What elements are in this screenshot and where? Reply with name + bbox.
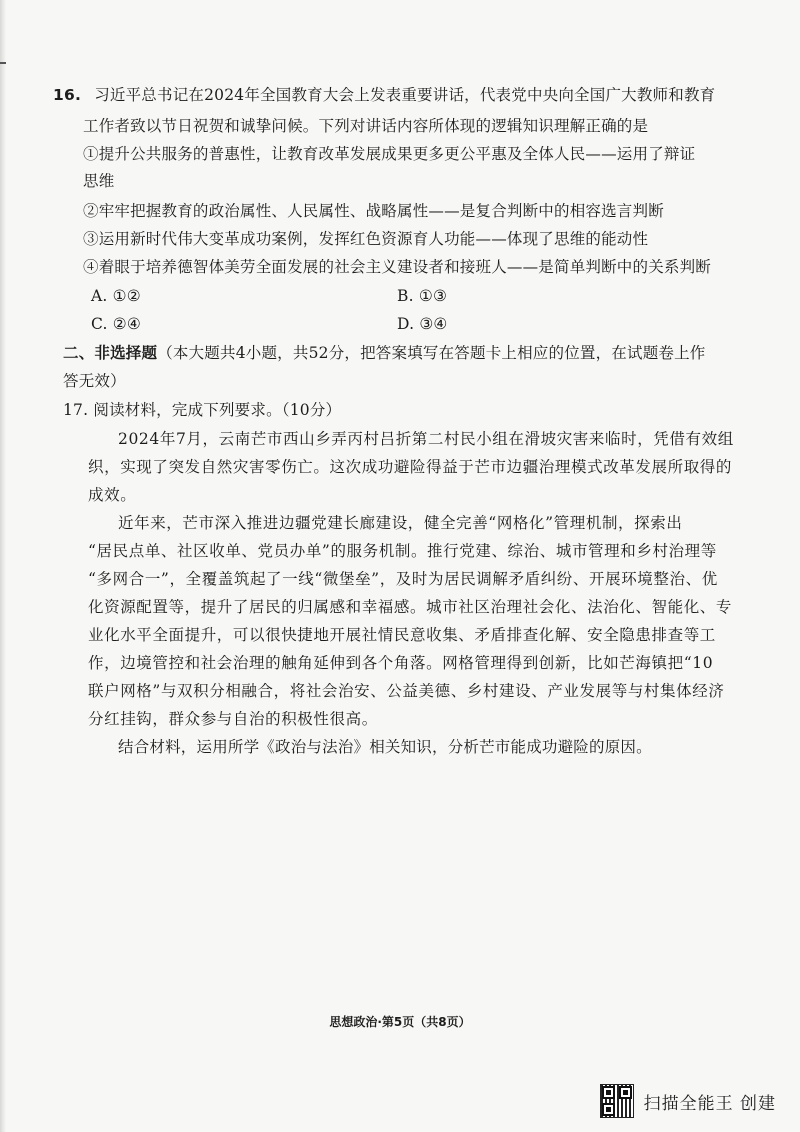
q16-option-3: ③运用新时代伟大变革成功案例，发挥红色资源育人功能——体现了思维的能动性	[83, 230, 649, 248]
q16-choice-b: B. ①③	[397, 287, 448, 305]
q16-option-1-line1: ①提升公共服务的普惠性，让教育改革发展成果更多更公平惠及全体人民——运用了辩证	[83, 145, 696, 163]
section2-desc-line2: 答无效）	[63, 372, 126, 390]
q16-choice-a: A. ①②	[91, 287, 141, 305]
q16-choice-c: C. ②④	[91, 315, 141, 333]
q17-material-p2-line4: 化资源配置等，提升了居民的归属感和幸福感。城市社区治理社会化、法治化、智能化、专	[88, 598, 733, 616]
q16-number: 16.	[53, 86, 82, 104]
q16-option-4: ④着眼于培养德智体美劳全面发展的社会主义建设者和接班人——是简单判断中的关系判断	[83, 258, 712, 276]
q16-stem-text: 习近平总书记在2024年全国教育大会上发表重要讲话，代表党中央向全国广大教师和教育	[94, 86, 716, 104]
qr-code-icon	[600, 1084, 634, 1118]
q16-stem-line2: 工作者致以节日祝贺和诚挚问候。下列对讲话内容所体现的逻辑知识理解正确的是	[83, 117, 649, 135]
section2-title: 二、非选择题	[63, 344, 158, 362]
q16-option-1-line2: 思维	[83, 172, 115, 190]
q17-task: 结合材料，运用所学《政治与法治》相关知识，分析芒市能成功避险的原因。	[118, 738, 652, 756]
q17-material-p2-line6: 作，边境管控和社会治理的触角延伸到各个角落。网格管理得到创新，比如芒海镇把“10	[88, 654, 714, 672]
section2-desc: （本大题共4小题，共52分，把答案填写在答题卡上相应的位置，在试题卷上作	[157, 344, 706, 362]
q17-header: 17. 阅读材料，完成下列要求。（10分）	[63, 401, 342, 419]
watermark-text: 扫描全能王 创建	[643, 1093, 776, 1114]
scanner-watermark	[600, 1084, 776, 1118]
q16-choice-d: D. ③④	[397, 315, 448, 333]
q17-material-p2-line5: 业化水平全面提升，可以很快捷地开展社情民意收集、矛盾排查化解、安全隐患排查等工	[88, 626, 716, 644]
scan-edge	[0, 0, 6, 1132]
q16-stem-line1	[53, 85, 715, 105]
q17-material-p1-line1: 2024年7月，云南芒市西山乡弄丙村吕折第二村民小组在滑坡灾害来临时，凭借有效组	[118, 430, 734, 448]
q17-material-p1-line3: 成效。	[88, 486, 137, 504]
q17-material-p2-line1: 近年来，芒市深入推进边疆党建长廊建设，健全完善“网格化”管理机制，探索出	[118, 514, 683, 532]
q17-material-p2-line3: “多网合一”，全覆盖筑起了一线“微堡垒”，及时为居民调解矛盾纠纷、开展环境整治、优	[88, 570, 718, 588]
page-footer: 思想政治·第5页（共8页）	[329, 1015, 471, 1029]
q17-material-p1-line2: 织，实现了突发自然灾害零伤亡。这次成功避险得益于芒市边疆治理模式改革发展所取得的	[88, 458, 733, 476]
scan-mark	[0, 62, 6, 64]
q17-material-p2-line7: 联户网格”与双积分相融合，将社会治安、公益美德、乡村建设、产业发展等与村集体经济	[88, 682, 725, 700]
q17-material-p2-line2: “居民点单、社区收单、党员办单”的服务机制。推行党建、综治、城市管理和乡村治理等	[88, 542, 717, 560]
q16-option-2: ②牢牢把握教育的政治属性、人民属性、战略属性——是复合判断中的相容选言判断	[83, 202, 664, 220]
q17-material-p2-line8: 分红挂钩，群众参与自治的积极性很高。	[88, 710, 378, 728]
section2-heading	[63, 343, 706, 363]
